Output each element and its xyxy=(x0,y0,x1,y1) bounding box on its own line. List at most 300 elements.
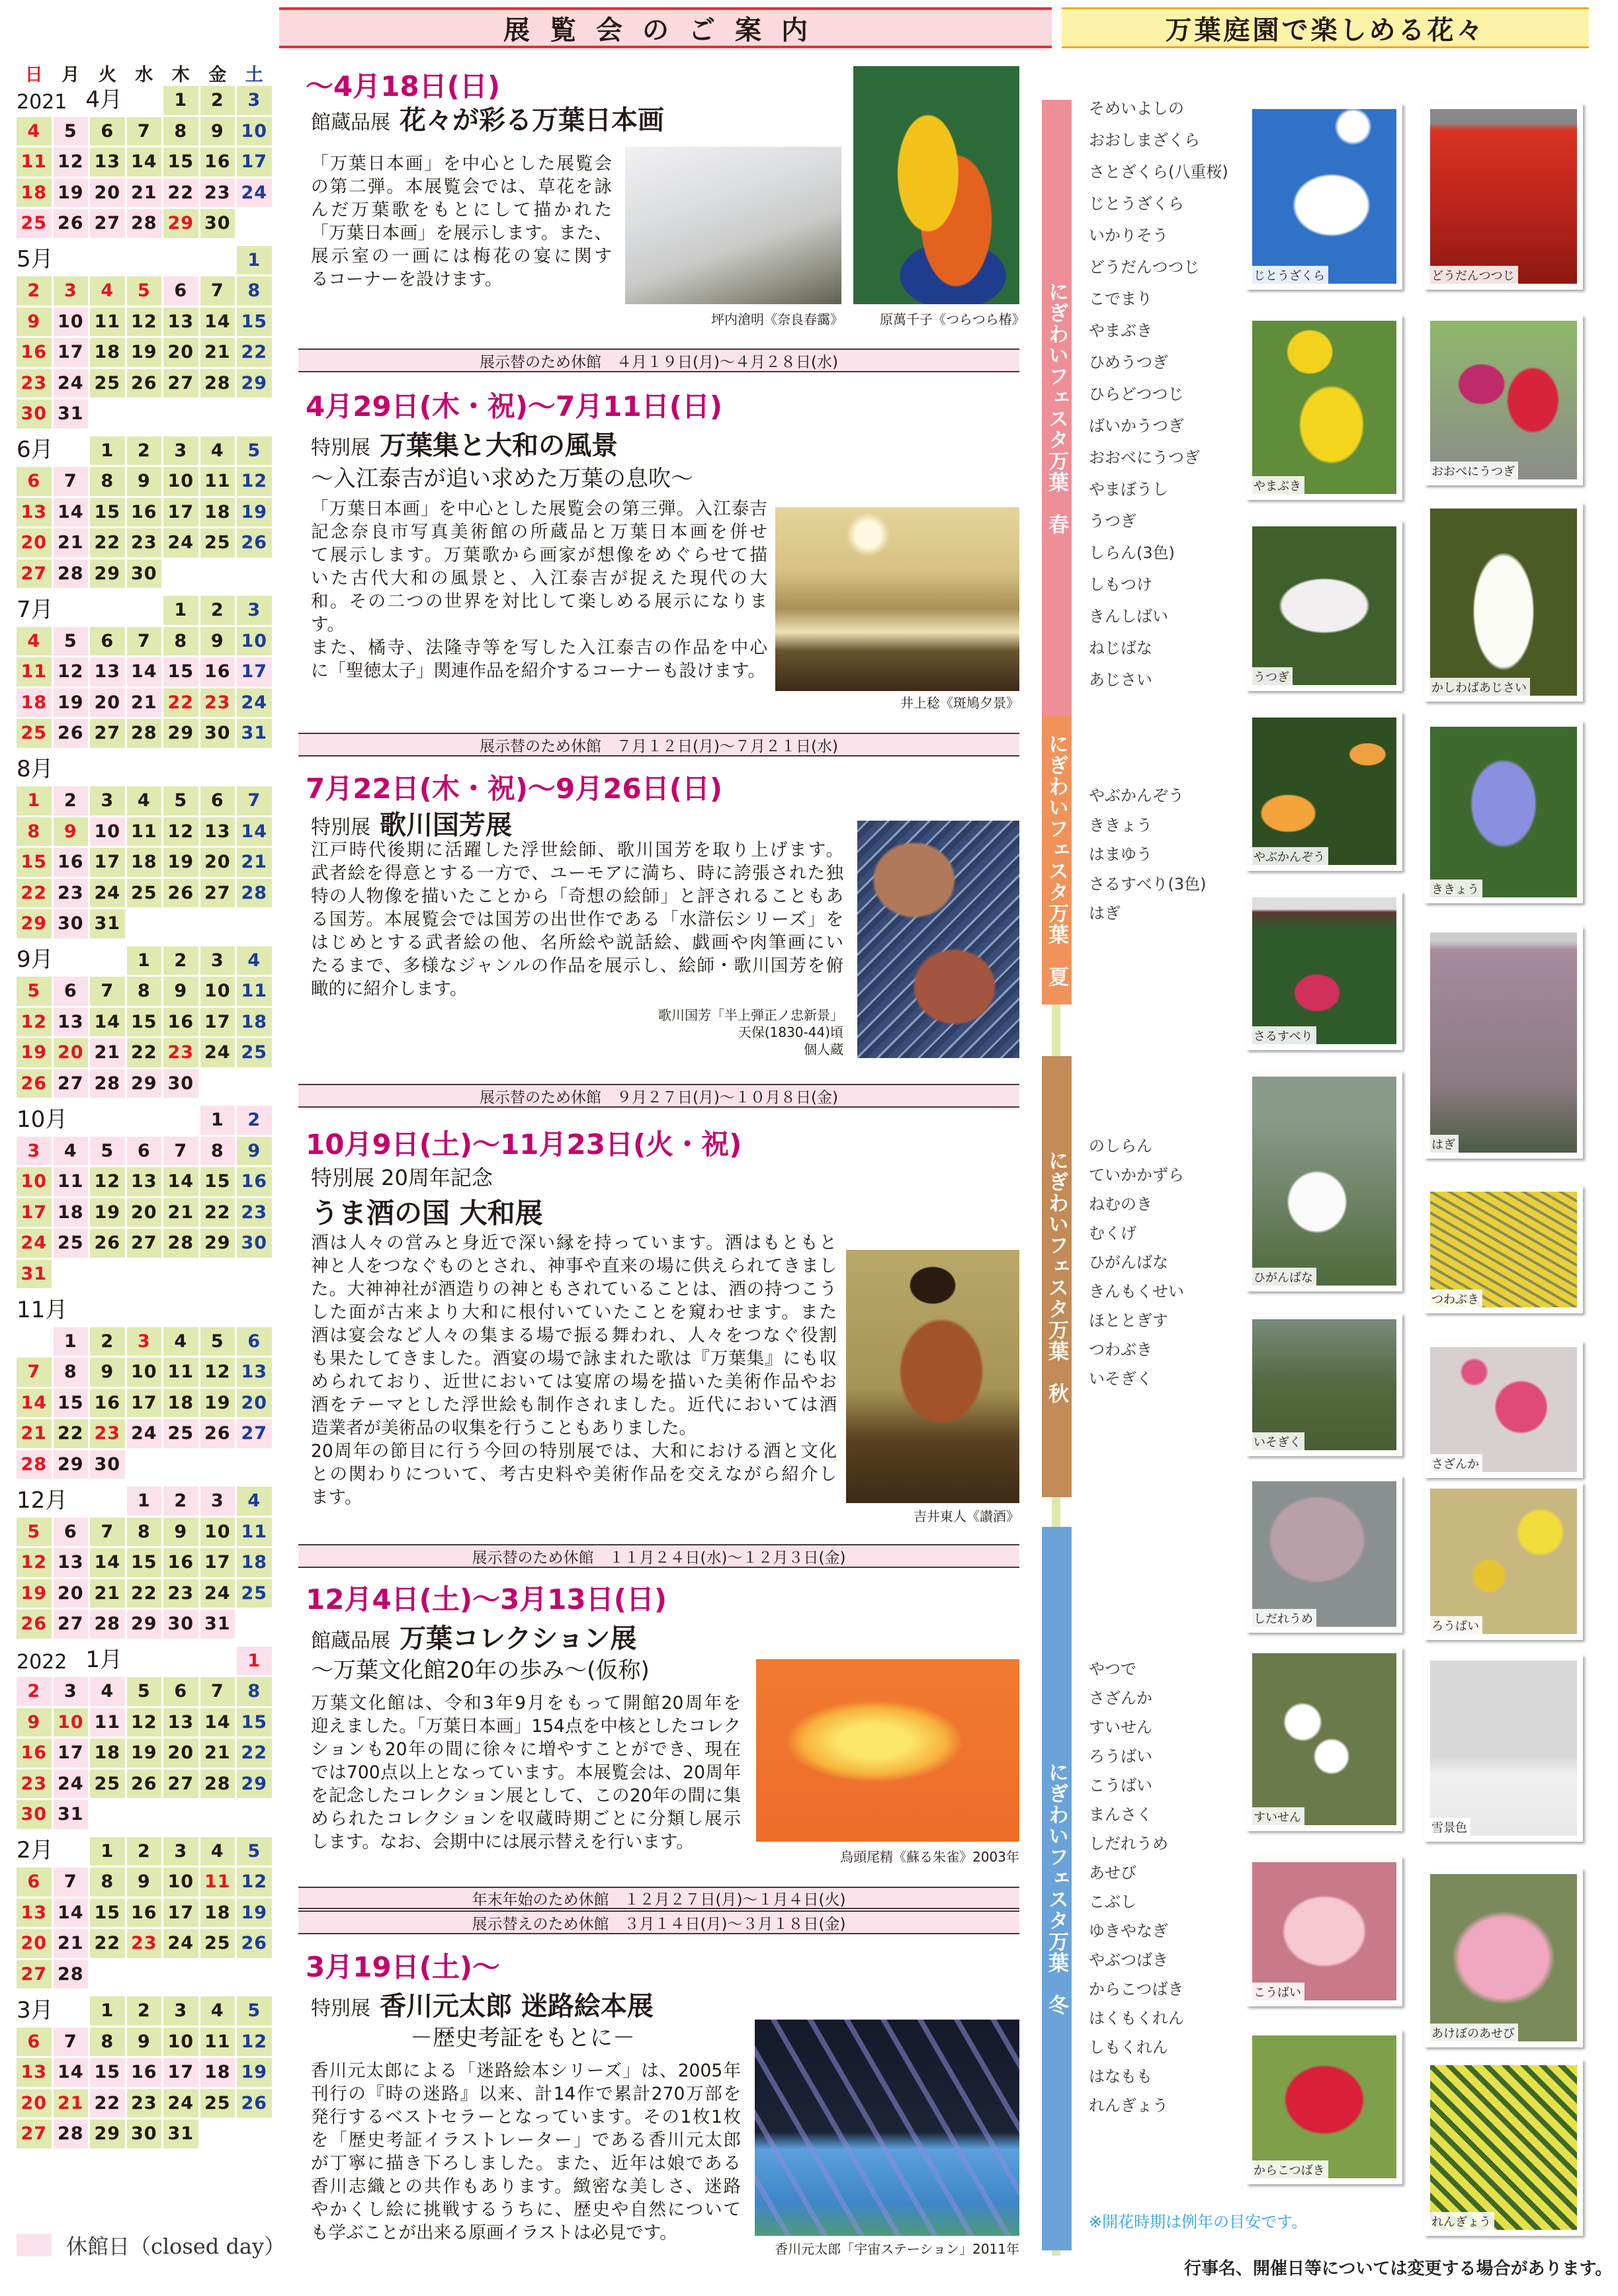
calendar-day: 6 xyxy=(90,627,125,656)
calendar-day: 17 xyxy=(200,1008,235,1037)
calendar-day: 9 xyxy=(90,1358,125,1387)
calendar-day: 13 xyxy=(127,1167,162,1196)
body-line: て展示します。万葉歌から画家が想像をめぐらせて描 xyxy=(311,545,767,565)
calendar-day: 24 xyxy=(200,1579,235,1608)
calendar-day: 17 xyxy=(54,338,89,367)
body-line: との関わりについて、考古史料や美術作品を交えながら紹介し xyxy=(311,1464,837,1485)
body-line: 20周年の節目に行う今回の特別展では、大和における酒と文化 xyxy=(311,1441,837,1461)
exhibition-title xyxy=(311,1192,543,1231)
calendar-day: 29 xyxy=(17,909,52,938)
calendar-day: 9 xyxy=(163,977,198,1006)
calendar-day: 8 xyxy=(127,977,162,1006)
exhibition-category: 特別展 xyxy=(311,816,370,839)
calendar-day: 23 xyxy=(237,1198,272,1227)
calendar-month xyxy=(17,756,275,938)
calendar-day: 28 xyxy=(237,879,272,908)
month-label xyxy=(17,86,161,115)
calendar-day: 7 xyxy=(127,627,162,656)
calendar-day: 7 xyxy=(90,977,125,1006)
calendar-day: 1 xyxy=(237,246,272,275)
calendar-day: 31 xyxy=(90,909,125,938)
calendar-day: 30 xyxy=(127,2119,162,2149)
flower-name: ききょう xyxy=(1089,815,1152,835)
flower-name: きんしばい xyxy=(1089,607,1168,626)
calendar-day: 16 xyxy=(163,1548,198,1577)
calendar-day: 4 xyxy=(200,1996,235,2026)
calendar-day: 11 xyxy=(163,1358,198,1387)
calendar-day: 13 xyxy=(90,147,125,177)
calendar-day: 12 xyxy=(237,467,272,496)
flower-image xyxy=(1252,1862,1396,2000)
calendar-day: 2 xyxy=(200,596,235,625)
calendar-day: 4 xyxy=(237,946,272,975)
flower-name: むくげ xyxy=(1089,1224,1136,1243)
calendar-day: 24 xyxy=(163,2089,198,2118)
exhibition-subtitle: －歴史考証をもとに－ xyxy=(410,2025,635,2051)
calendar-day: 4 xyxy=(163,1327,198,1356)
calendar-day: 4 xyxy=(237,1487,272,1516)
calendar-day: 3 xyxy=(163,1996,198,2026)
calendar-day: 18 xyxy=(200,498,235,527)
calendar-day: 19 xyxy=(237,1899,272,1928)
calendar-day: 4 xyxy=(90,1677,125,1706)
calendar-day: 25 xyxy=(17,209,52,238)
photo-label: からこつばき xyxy=(1252,2160,1328,2178)
calendar-day: 25 xyxy=(200,2089,235,2118)
calendar-day: 19 xyxy=(127,338,162,367)
photo-label: どうだんつつじ xyxy=(1430,266,1518,284)
calendar-day: 19 xyxy=(237,498,272,527)
calendar-day: 21 xyxy=(200,338,235,367)
body-line: す。 xyxy=(311,614,345,635)
flower-name: いそぎく xyxy=(1089,1370,1152,1388)
exhibition-category: 特別展 xyxy=(311,436,370,460)
calendar-day: 23 xyxy=(200,179,235,208)
calendar-day: 25 xyxy=(127,879,162,908)
photo-label: さざんか xyxy=(1430,1454,1482,1472)
body-line: ます。 xyxy=(311,1487,362,1508)
flower-photo xyxy=(1246,891,1402,1050)
calendar-day: 1 xyxy=(90,1837,125,1866)
flower-image xyxy=(1252,321,1396,494)
calendar-day: 28 xyxy=(127,209,162,238)
calendar-day: 30 xyxy=(200,209,235,238)
season-label: にぎわいフェスタ万葉 夏 xyxy=(1044,733,1068,987)
flower-name: ゆきやなぎ xyxy=(1089,1922,1168,1940)
calendar-day: 12 xyxy=(90,1167,125,1196)
calendar-day: 3 xyxy=(163,1837,198,1866)
body-line: たるまで、多様なジャンルの作品を展示し、絵師・歌川国芳を俯 xyxy=(311,956,843,976)
flower-image xyxy=(1252,526,1396,685)
body-line: が丁寧に描き下ろしました。また、近年は娘である xyxy=(311,2153,741,2174)
calendar-month xyxy=(17,86,275,238)
calendar-day: 11 xyxy=(54,1167,89,1196)
flower-name: まんさく xyxy=(1089,1805,1152,1824)
calendar-day: 27 xyxy=(90,719,125,748)
painting-space-station xyxy=(755,2020,1019,2236)
calendar-day: 31 xyxy=(17,1260,52,1289)
flower-image xyxy=(1252,897,1396,1044)
calendar-day: 26 xyxy=(237,1929,272,1958)
calendar-day: 22 xyxy=(54,1419,89,1448)
calendar-month xyxy=(17,1296,275,1479)
calendar-day: 10 xyxy=(163,2028,198,2057)
body-line: を記念したコレクション展として、この20年の間に集 xyxy=(311,1785,741,1806)
caption: 烏頭尾精《蘇る朱雀》2003年 xyxy=(840,1849,1019,1865)
body-line: 迎えました。「万葉日本画」154点を中核としたコレク xyxy=(311,1716,741,1737)
calendar-day: 26 xyxy=(127,1770,162,1799)
calendar-day: 27 xyxy=(163,1770,198,1799)
calendar-day: 30 xyxy=(163,1610,198,1639)
flower-photo xyxy=(1424,1186,1583,1313)
season-bar-winter xyxy=(1042,1527,1072,2250)
calendar-day: 23 xyxy=(127,528,162,557)
flower-image xyxy=(1430,2065,1577,2230)
footer-notice: 行事名、開催日等については変更する場合があります。 xyxy=(1184,2259,1613,2279)
flower-name: しだれうめ xyxy=(1089,1834,1168,1853)
painting-sanshu xyxy=(846,1250,1019,1503)
exhibition-body xyxy=(311,839,843,1001)
calendar-day: 14 xyxy=(200,308,235,337)
calendar-day: 5 xyxy=(237,436,272,466)
calendar-day: 21 xyxy=(54,528,89,557)
calendar-day: 8 xyxy=(237,1677,272,1706)
body-line: 酒をテーマとした浮世絵も制作されました。近代においては酒 xyxy=(311,1395,837,1415)
calendar-day: 12 xyxy=(237,1867,272,1897)
calendar-day: 2 xyxy=(163,1487,198,1516)
closure-notice: 展示替のため休館 ４月１９日(月)～４月２８日(水) xyxy=(298,348,1019,372)
calendar-day: 3 xyxy=(90,786,125,815)
caption: 歌川国芳「半上弾正ノ忠新景」 xyxy=(658,1007,843,1023)
flower-photo xyxy=(1424,315,1583,485)
body-line: に「聖徳太子」関連作品を紹介するコーナーも設けます。 xyxy=(311,661,765,681)
calendar-day: 5 xyxy=(54,627,89,656)
calendar-day: 4 xyxy=(17,117,52,146)
body-line: を「歴史考証イラストレーター」である香川元太郎 xyxy=(311,2130,741,2151)
calendar-day: 26 xyxy=(237,2089,272,2118)
calendar-day: 10 xyxy=(237,117,272,146)
flower-image xyxy=(1252,1077,1396,1286)
season-label: にぎわいフェスタ万葉 秋 xyxy=(1044,1149,1068,1404)
calendar-day: 8 xyxy=(90,1867,125,1897)
calendar-day: 18 xyxy=(17,179,52,208)
body-line: 展示室の一画には梅花の宴に関す xyxy=(311,246,612,266)
flower-photo xyxy=(1424,503,1583,702)
calendar-day: 24 xyxy=(54,1770,89,1799)
month-label xyxy=(17,1487,125,1516)
calendar-day: 17 xyxy=(163,498,198,527)
calendar-day: 14 xyxy=(127,657,162,686)
body-line: る国芳。本展覧会では国芳の出世作である「水滸伝シリーズ」を xyxy=(311,909,843,930)
closed-day-legend xyxy=(17,2230,285,2260)
calendar-day: 4 xyxy=(90,276,125,306)
body-line: 万葉文化館は、令和3年9月をもって開館20周年を xyxy=(311,1693,741,1713)
calendar-day: 12 xyxy=(200,1358,235,1387)
calendar-day: 19 xyxy=(200,1389,235,1418)
calendar-day: 25 xyxy=(200,528,235,557)
calendar-day: 27 xyxy=(237,1419,272,1448)
flower-name: ほととぎす xyxy=(1089,1311,1168,1330)
calendar-day: 31 xyxy=(163,2119,198,2149)
calendar-day: 7 xyxy=(54,1867,89,1897)
flower-name: ていかかずら xyxy=(1089,1166,1184,1184)
calendar-day: 22 xyxy=(90,528,125,557)
exhibition-main-title: 香川元太郎 迷路絵本展 xyxy=(380,1991,654,2022)
closure-notice: 年末年始のため休館 １２月２７日(月)～１月４日(火) xyxy=(298,1887,1019,1909)
calendar-day: 27 xyxy=(163,369,198,398)
calendar-day: 19 xyxy=(54,688,89,718)
calendar-day: 3 xyxy=(163,436,198,466)
photo-label: おおべにうつぎ xyxy=(1430,462,1518,479)
closed-day-swatch xyxy=(17,2234,52,2256)
photo-label: ろうばい xyxy=(1430,1616,1482,1634)
calendar-day: 7 xyxy=(163,1137,198,1166)
calendar-day: 10 xyxy=(163,1867,198,1897)
photo-label: じとうざくら xyxy=(1252,266,1328,284)
flower-name: ひめうつぎ xyxy=(1089,353,1168,372)
flower-photo xyxy=(1424,1341,1583,1478)
calendar-day: 16 xyxy=(127,1899,162,1928)
calendar-day: 6 xyxy=(17,467,52,496)
season-bar-autumn xyxy=(1042,1056,1072,1497)
calendar-day: 29 xyxy=(200,1229,235,1258)
calendar-day: 30 xyxy=(163,1069,198,1098)
calendar-month xyxy=(17,1996,275,2149)
calendar-day: 20 xyxy=(127,1198,162,1227)
calendar-day: 26 xyxy=(163,879,198,908)
exhibition-body xyxy=(311,152,612,291)
month-name: 3月 xyxy=(17,1996,54,2024)
calendar-day: 21 xyxy=(54,2089,89,2118)
body-line: 武者絵を得意とする一方で、ユーモアに満ち、時に誇張された独 xyxy=(311,863,843,883)
calendar-day: 11 xyxy=(200,2028,235,2057)
exhibition-subtitle: ～入江泰吉が追い求めた万葉の息吹～ xyxy=(311,466,693,492)
closure-notice: 展示替のため休館 ７月１２日(月)～７月２１日(水) xyxy=(298,733,1019,757)
calendar-day: 14 xyxy=(90,1548,125,1577)
calendar-day: 30 xyxy=(90,1450,125,1479)
calendar-day: 10 xyxy=(127,1358,162,1387)
calendar-day: 4 xyxy=(54,1137,89,1166)
flower-name: そめいよしの xyxy=(1089,99,1184,118)
weekday-header xyxy=(17,60,275,86)
flower-photo xyxy=(1246,1071,1402,1292)
closure-notice: 展示替えのため休館 ３月１４日(月)～３月１８日(金) xyxy=(298,1910,1019,1934)
calendar-day: 14 xyxy=(163,1167,198,1196)
exhibition-date: 7月22日(木・祝)～9月26日(日) xyxy=(306,772,723,805)
body-line: 発行するベストセラーとなっています。その1枚1枚 xyxy=(311,2107,741,2127)
flower-name: やぶかんぞう xyxy=(1089,786,1184,805)
flower-name: のしらん xyxy=(1089,1137,1152,1155)
flower-name: ねじばな xyxy=(1089,639,1152,657)
calendar-day: 27 xyxy=(54,1069,89,1098)
weekday-sat: 土 xyxy=(245,64,263,85)
flower-list-summer xyxy=(1089,781,1207,928)
calendar-day: 5 xyxy=(54,117,89,146)
calendar-day: 28 xyxy=(54,1960,89,1989)
calendar-day: 9 xyxy=(54,817,89,846)
body-line: します。なお、会期中には展示替えを行います。 xyxy=(311,1832,694,1852)
calendar-day: 25 xyxy=(54,1229,89,1258)
calendar-day: 4 xyxy=(200,1837,235,1866)
calendar-day: 27 xyxy=(17,2119,52,2149)
calendar-day: 29 xyxy=(237,369,272,398)
calendar-day: 19 xyxy=(17,1579,52,1608)
calendar-day: 23 xyxy=(90,1419,125,1448)
flower-photo xyxy=(1246,2030,1402,2184)
flower-name: やまぼうし xyxy=(1089,480,1168,499)
caption: 吉井東人《讃酒》 xyxy=(914,1508,1019,1524)
calendar-day: 12 xyxy=(127,308,162,337)
calendar-month xyxy=(17,946,275,1098)
calendar-day: 8 xyxy=(163,627,198,656)
calendar-day: 25 xyxy=(17,719,52,748)
photo-label: うつぎ xyxy=(1252,667,1293,685)
calendar-day: 29 xyxy=(90,2119,125,2149)
calendar-day: 1 xyxy=(163,86,198,115)
calendar-day: 2 xyxy=(200,86,235,115)
calendar-day: 21 xyxy=(90,1579,125,1608)
year-label: 2022 xyxy=(17,1651,67,1674)
closure-notice: 展示替のため休館 １１月２４日(水)～１２月３日(金) xyxy=(298,1544,1019,1568)
body-line: た。大神神社が酒造りの神ともされていることは、酒の持つこう xyxy=(311,1279,837,1299)
calendar-day: 2 xyxy=(127,1996,162,2026)
calendar-day: 27 xyxy=(54,1610,89,1639)
calendar-day: 6 xyxy=(200,786,235,815)
body-line: 香川志織との共作もあります。緻密な美しさ、迷路 xyxy=(311,2176,741,2197)
month-label xyxy=(17,946,125,975)
calendar-day: 30 xyxy=(17,1800,52,1829)
calendar-day: 11 xyxy=(17,657,52,686)
calendar-day: 18 xyxy=(237,1008,272,1037)
calendar-day: 31 xyxy=(54,1800,89,1829)
calendar-day: 5 xyxy=(237,1837,272,1866)
month-name: 2月 xyxy=(17,1837,54,1864)
calendar-day: 29 xyxy=(237,1770,272,1799)
calendar-day: 10 xyxy=(90,817,125,846)
flower-image xyxy=(1430,109,1577,284)
body-line: められたコレクションを収蔵時期ごとに分類し展示 xyxy=(311,1809,741,1829)
calendar-day: 22 xyxy=(163,688,198,718)
exhibition-category: 館蔵品展 xyxy=(311,111,390,134)
exhibition-category: 特別展 20周年記念 xyxy=(311,1165,493,1190)
exhibition-body xyxy=(311,1692,741,1854)
calendar-day: 24 xyxy=(237,688,272,718)
calendar-day: 6 xyxy=(163,276,198,306)
calendar-day: 24 xyxy=(163,528,198,557)
calendar-month xyxy=(17,1837,275,1989)
caption: 原萬千子《つらつら椿》 xyxy=(880,311,1025,327)
calendar-day: 22 xyxy=(237,1739,272,1768)
exhibition-date: ～4月18日(日) xyxy=(306,70,501,102)
calendar-day: 7 xyxy=(237,786,272,815)
calendar-month xyxy=(17,596,275,748)
calendar-day: 6 xyxy=(54,977,89,1006)
calendar-day: 29 xyxy=(163,209,198,238)
calendar-day: 19 xyxy=(17,1038,52,1067)
calendar-day: 7 xyxy=(127,117,162,146)
calendar-day: 16 xyxy=(54,848,89,877)
flower-name: こうばい xyxy=(1089,1776,1152,1795)
calendar-day: 17 xyxy=(127,1389,162,1418)
month-label xyxy=(17,246,235,275)
calendar-day: 1 xyxy=(127,946,162,975)
calendar-day: 19 xyxy=(127,1739,162,1768)
calendar-day: 15 xyxy=(127,1008,162,1037)
calendar-day: 2 xyxy=(17,1677,52,1706)
weekday-wed: 水 xyxy=(135,64,153,85)
flower-name: こぶし xyxy=(1089,1893,1136,1911)
calendar-day: 8 xyxy=(54,1358,89,1387)
calendar-day: 9 xyxy=(17,308,52,337)
photo-label: れんぎょう xyxy=(1430,2212,1494,2230)
body-line: 特の人物像を描いたことから「奇想の絵師」と評されることもあ xyxy=(311,886,843,907)
flower-name: おおしまざくら xyxy=(1089,131,1200,149)
calendar-day: 21 xyxy=(17,1419,52,1448)
calendar-day: 22 xyxy=(237,338,272,367)
calendar-month xyxy=(17,1647,275,1829)
calendar-day: 23 xyxy=(17,369,52,398)
calendar-day: 14 xyxy=(237,817,272,846)
flower-image xyxy=(1252,2035,1396,2178)
month-label xyxy=(17,1106,198,1135)
photo-label: ききょう xyxy=(1430,880,1482,897)
calendar-day: 15 xyxy=(163,657,198,686)
calendar-day: 23 xyxy=(163,1038,198,1067)
flower-name: からこつばき xyxy=(1089,1980,1184,1998)
flower-photo xyxy=(1424,721,1583,903)
flower-photo xyxy=(1424,1655,1583,1842)
calendar-months xyxy=(17,86,275,2149)
month-label xyxy=(17,596,161,625)
calendar-day: 16 xyxy=(200,147,235,177)
calendar-day: 17 xyxy=(237,657,272,686)
calendar-day: 9 xyxy=(237,1137,272,1166)
photo-label: こうばい xyxy=(1252,1983,1304,2000)
month-name: 11月 xyxy=(17,1296,68,1323)
flower-image xyxy=(1430,1347,1577,1472)
calendar-day: 15 xyxy=(90,1899,125,1928)
calendar-day: 1 xyxy=(54,1327,89,1356)
calendar-day: 2 xyxy=(17,276,52,306)
calendar-day: 9 xyxy=(127,1867,162,1897)
calendar-day: 14 xyxy=(127,147,162,177)
calendar-day: 9 xyxy=(17,1708,52,1737)
body-line: んだ万葉歌をもとにして描かれた xyxy=(311,200,612,220)
season-label: にぎわいフェスタ万葉 春 xyxy=(1044,281,1068,535)
calendar-day: 28 xyxy=(200,1770,235,1799)
calendar-day: 15 xyxy=(90,498,125,527)
flower-name: さざんか xyxy=(1089,1689,1152,1707)
calendar-day: 17 xyxy=(163,2058,198,2087)
flower-image xyxy=(1430,509,1577,696)
calendar-day: 20 xyxy=(237,1389,272,1418)
flower-name: すいせん xyxy=(1089,1718,1152,1737)
calendar-day: 26 xyxy=(17,1069,52,1098)
calendar-day: 11 xyxy=(237,977,272,1006)
body-line: した面が古来より大和に根付いていたことを窺わせます。また xyxy=(311,1302,837,1323)
calendar-day: 7 xyxy=(200,1677,235,1706)
calendar-day: 22 xyxy=(127,1579,162,1608)
calendar-day: 18 xyxy=(163,1389,198,1418)
calendar-day: 19 xyxy=(90,1198,125,1227)
exhibition-main-title: うま酒の国 大和展 xyxy=(311,1197,543,1229)
calendar-day: 18 xyxy=(17,688,52,718)
calendar-day: 12 xyxy=(54,147,89,177)
exhibition-title xyxy=(311,425,618,462)
calendar-day: 14 xyxy=(54,2058,89,2087)
calendar-day: 20 xyxy=(200,848,235,877)
calendar-day: 25 xyxy=(90,369,125,398)
